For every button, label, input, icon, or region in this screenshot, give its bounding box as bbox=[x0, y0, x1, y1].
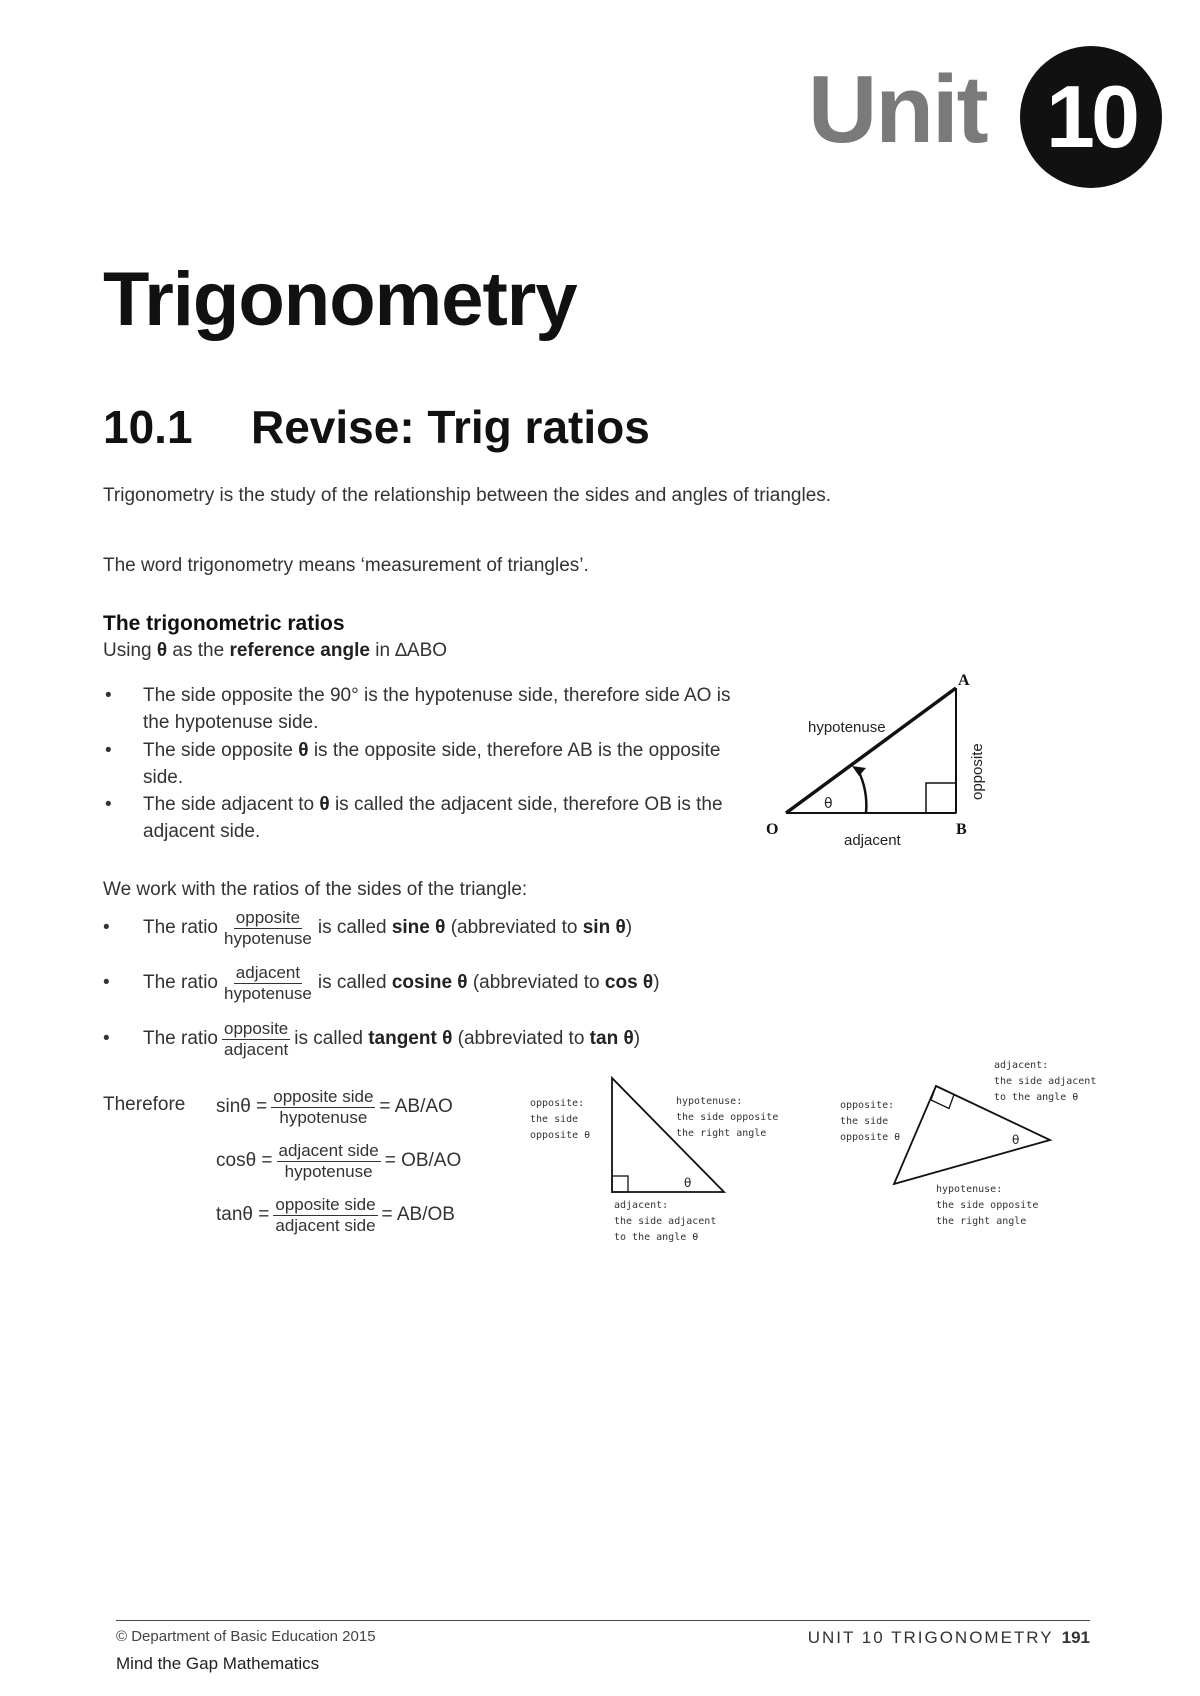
ratio-prefix: The ratio bbox=[143, 1028, 218, 1049]
fraction-numerator: adjacent bbox=[235, 962, 301, 982]
fraction-numerator: opposite side bbox=[275, 1194, 376, 1214]
ratio-abbr: tan θ bbox=[589, 1028, 634, 1049]
running-head-text: UNIT 10 TRIGONOMETRY bbox=[807, 1628, 1054, 1647]
annotation-line: to the angle θ bbox=[994, 1092, 1079, 1103]
fraction-numerator: adjacent side bbox=[278, 1140, 379, 1160]
right-angle-mark bbox=[931, 1086, 954, 1109]
annotation-line: opposite θ bbox=[530, 1130, 591, 1141]
fraction-numerator: opposite bbox=[235, 907, 301, 927]
equation-rhs: = AB/OB bbox=[381, 1204, 455, 1225]
tangent-equation bbox=[216, 1188, 461, 1242]
bullet-text: The side adjacent to bbox=[143, 794, 320, 815]
right-angle-mark bbox=[612, 1176, 628, 1192]
ratio-abbr: cos θ bbox=[604, 972, 654, 993]
ratio-name: tangent θ bbox=[368, 1028, 453, 1049]
theta-symbol: θ bbox=[156, 640, 168, 661]
section-title: Revise: Trig ratios bbox=[251, 401, 650, 453]
fraction-numerator: opposite bbox=[223, 1018, 289, 1038]
hypotenuse-annotation bbox=[676, 1094, 778, 1142]
ratio-abbr-prefix: (abbreviated to bbox=[457, 1028, 585, 1049]
fraction bbox=[222, 963, 314, 1004]
annotation-line: adjacent: bbox=[994, 1060, 1049, 1071]
vertex-b-label: B bbox=[956, 821, 967, 838]
bullet-text: is called the adjacent side, therefore OB is the adjacent side. bbox=[143, 794, 723, 842]
ratios-subheading: The trigonometric ratios bbox=[103, 612, 345, 635]
annotation-line: opposite: bbox=[840, 1100, 895, 1111]
sine-equation bbox=[216, 1080, 461, 1134]
fraction-numerator: opposite side bbox=[273, 1086, 374, 1106]
right-angle-mark bbox=[926, 783, 956, 813]
unit-number-badge: 10 bbox=[1020, 46, 1162, 188]
ratio-mid: is called bbox=[294, 1028, 363, 1049]
ratio-prefix: The ratio bbox=[143, 972, 218, 993]
annotation-line: the side adjacent bbox=[994, 1076, 1097, 1087]
fraction-denominator: hypotenuse bbox=[279, 1107, 368, 1127]
section-number: 10.1 bbox=[103, 401, 193, 453]
therefore-label: Therefore bbox=[103, 1094, 186, 1115]
ratio-abbr-prefix: (abbreviated to bbox=[450, 917, 578, 938]
theta-symbol: θ bbox=[319, 794, 330, 815]
annotation-line: opposite: bbox=[530, 1098, 585, 1109]
list-item: • The side opposite θ is the opposite side, therefore AB is the opposite side. bbox=[105, 740, 721, 788]
theta-label: θ bbox=[1012, 1133, 1020, 1147]
ratio-close: ) bbox=[653, 972, 660, 993]
ratio-abbr-prefix: (abbreviated to bbox=[472, 972, 600, 993]
using-mid: as the bbox=[167, 640, 230, 661]
ratio-abbr: sin θ bbox=[582, 917, 626, 938]
page-number: 191 bbox=[1061, 1628, 1090, 1647]
reference-angle-line bbox=[103, 640, 447, 662]
annotation-line: to the angle θ bbox=[614, 1232, 699, 1243]
intro-paragraph-2: The word trigonometry means ‘measurement of triangles’. bbox=[103, 555, 589, 576]
hypotenuse-label: hypotenuse bbox=[808, 719, 886, 736]
annotation-line: hypotenuse: bbox=[936, 1184, 1003, 1195]
fraction bbox=[273, 1195, 377, 1236]
opposite-label: opposite bbox=[969, 743, 986, 800]
list-item: • The ratio $\frac{\text{opposite}}{\text{adjacent}}$ is called tangent θ (abbreviated to tan θ ) bbox=[103, 1018, 641, 1059]
using-suffix: in ∆ABO bbox=[369, 640, 448, 661]
bullet-text: The side opposite the 90° is the hypotenuse side, therefore side AO is the hypotenuse side. bbox=[143, 685, 731, 733]
fraction-denominator: hypotenuse bbox=[284, 1161, 373, 1181]
ratio-mid: is called bbox=[317, 972, 387, 993]
ratio-prefix: The ratio bbox=[143, 917, 218, 938]
annotation-line: the side opposite bbox=[936, 1200, 1039, 1211]
ratios-intro: We work with the ratios of the sides of the triangle: bbox=[103, 879, 528, 900]
annotation-line: the right angle bbox=[676, 1128, 767, 1139]
equation-lhs: sinθ = bbox=[216, 1096, 268, 1117]
copyright-notice: © Department of Basic Education 2015 bbox=[116, 1628, 376, 1645]
ratio-close: ) bbox=[625, 917, 633, 938]
equation-lhs: tanθ = bbox=[216, 1204, 270, 1225]
theta-label: θ bbox=[824, 796, 833, 812]
ratio-definitions bbox=[216, 1080, 461, 1242]
equation-rhs: = OB/AO bbox=[384, 1150, 462, 1171]
annotation-line: the right angle bbox=[936, 1216, 1027, 1227]
footer-divider bbox=[116, 1620, 1090, 1621]
fraction bbox=[222, 908, 314, 949]
ratio-name: sine θ bbox=[391, 917, 446, 938]
list-item: • The side opposite the 90° is the hypotenuse side, therefore side AO is the hypotenuse side. bbox=[105, 685, 731, 733]
annotation-line: the side bbox=[840, 1116, 889, 1127]
theta-symbol: θ bbox=[298, 740, 309, 761]
fraction bbox=[222, 1019, 290, 1060]
annotation-line: hypotenuse: bbox=[676, 1096, 743, 1107]
vertex-o-label: O bbox=[766, 821, 779, 838]
vertex-a-label: A bbox=[958, 672, 970, 689]
annotation-line: adjacent: bbox=[614, 1200, 669, 1211]
series-title: Mind the Gap Mathematics bbox=[116, 1654, 320, 1673]
section-heading bbox=[103, 401, 650, 453]
fraction-denominator: adjacent bbox=[223, 1039, 289, 1059]
bullet-text: The side opposite bbox=[143, 740, 299, 761]
fraction-denominator: hypotenuse bbox=[223, 928, 312, 948]
page-title: Trigonometry bbox=[103, 257, 577, 342]
ratio-mid: is called bbox=[317, 917, 387, 938]
equation-rhs: = AB/AO bbox=[379, 1096, 453, 1117]
list-item: • The side adjacent to θ is called the adjacent side, therefore OB is the adjacent side. bbox=[105, 794, 723, 842]
bullet-text: is the opposite side, therefore AB is the opposite side. bbox=[143, 740, 721, 788]
fraction bbox=[271, 1087, 375, 1128]
list-item: • The ratio $\frac{\text{adjacent}}{\text{hypotenuse}}$ is called cosine θ (abbreviated to cos θ ) bbox=[103, 962, 660, 1003]
running-head bbox=[808, 1628, 1090, 1648]
adjacent-label: adjacent bbox=[844, 832, 901, 849]
adjacent-annotation bbox=[614, 1198, 716, 1246]
cosine-equation bbox=[216, 1134, 461, 1188]
fraction bbox=[277, 1141, 381, 1182]
annotation-line: the side bbox=[530, 1114, 579, 1125]
annotation-line: the side opposite bbox=[676, 1112, 779, 1123]
list-item: • The ratio $\frac{\text{opposite}}{\text{hypotenuse}}$ is called sine θ (abbreviated to sin θ ) bbox=[103, 907, 633, 948]
equation-lhs: cosθ = bbox=[216, 1150, 273, 1171]
hypotenuse-annotation bbox=[936, 1182, 1038, 1230]
ratio-close: ) bbox=[633, 1028, 641, 1049]
using-prefix: Using bbox=[103, 640, 157, 661]
angle-arc bbox=[858, 770, 866, 813]
triangle-abo-diagram bbox=[760, 670, 1000, 850]
opposite-annotation bbox=[530, 1096, 590, 1144]
unit-label: Unit bbox=[808, 56, 987, 163]
reference-angle-term: reference angle bbox=[229, 640, 370, 661]
fraction-denominator: hypotenuse bbox=[223, 983, 312, 1003]
ratio-name: cosine θ bbox=[391, 972, 468, 993]
annotation-line: the side adjacent bbox=[614, 1216, 717, 1227]
opposite-annotation bbox=[840, 1098, 900, 1146]
annotation-line: opposite θ bbox=[840, 1132, 901, 1143]
angle-arrowhead bbox=[852, 766, 866, 776]
fraction-denominator: adjacent side bbox=[275, 1215, 376, 1235]
intro-paragraph-1: Trigonometry is the study of the relationship between the sides and angles of triangles. bbox=[103, 485, 832, 506]
theta-label: θ bbox=[684, 1176, 692, 1190]
adjacent-annotation bbox=[994, 1058, 1096, 1106]
hypotenuse-line bbox=[786, 688, 956, 813]
